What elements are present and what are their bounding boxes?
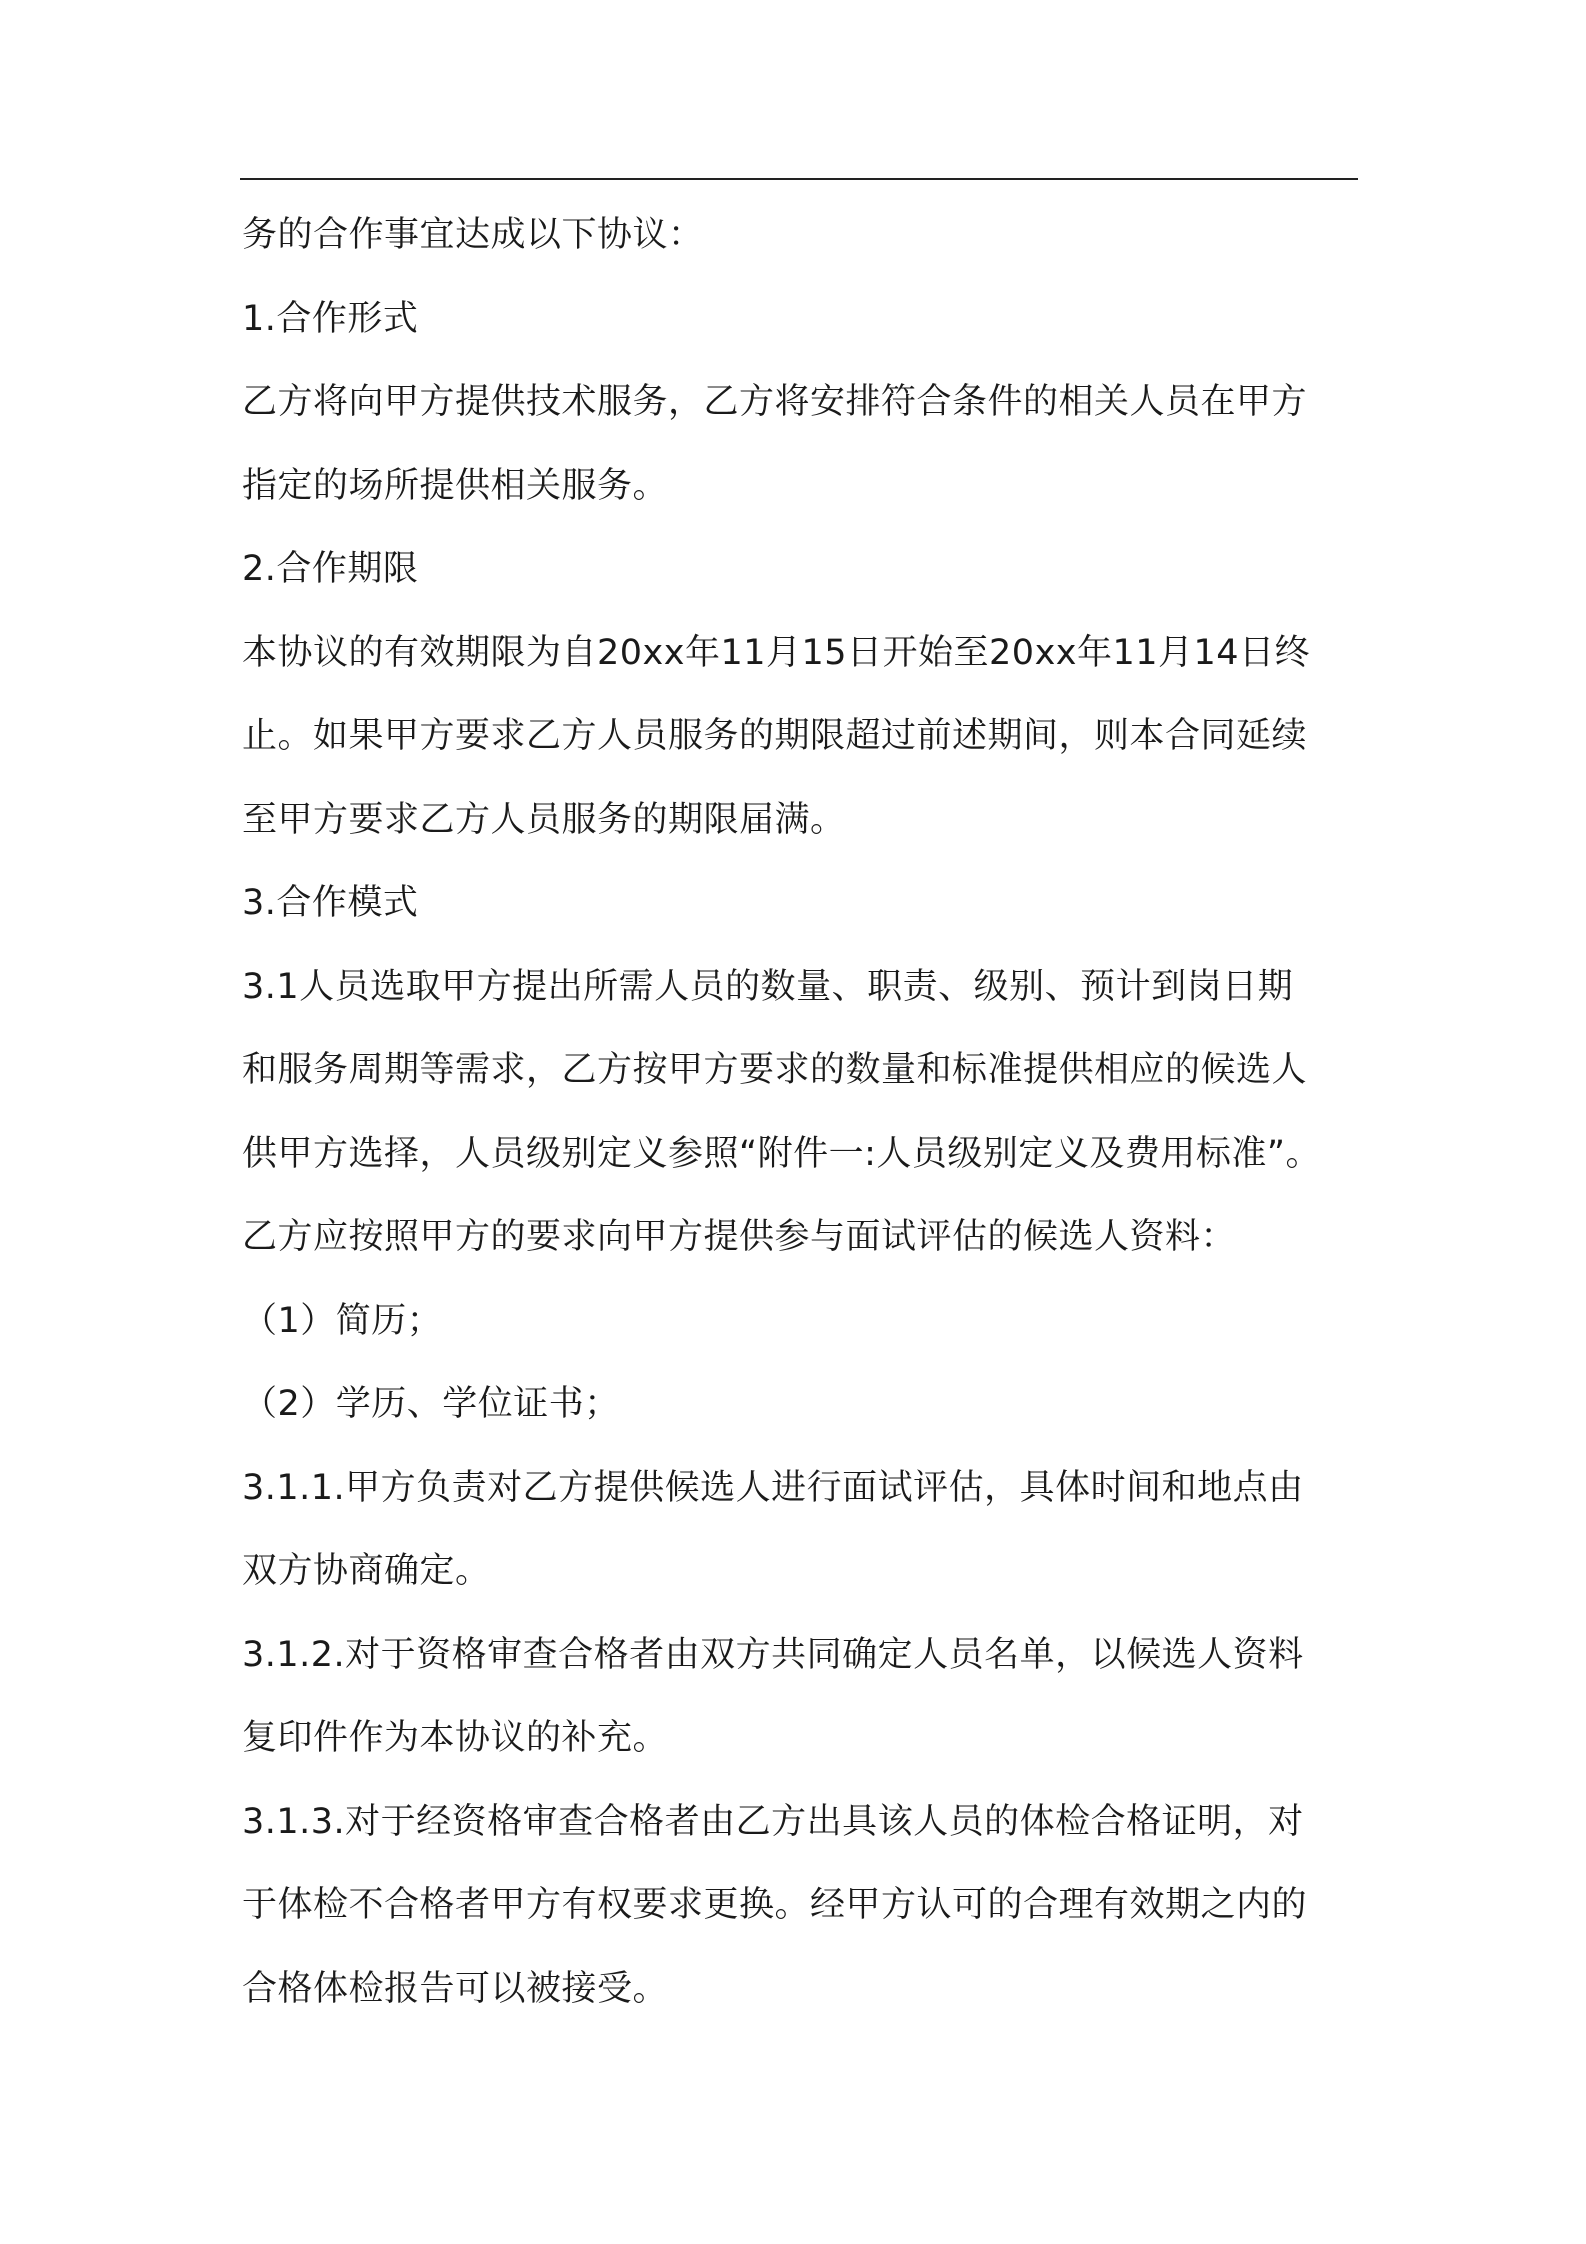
text-line: 止。如果甲方要求乙方人员服务的期限超过前述期间，则本合同延续 xyxy=(242,716,1308,756)
text-line: 乙方将向甲方提供技术服务，乙方将安排符合条件的相关人员在甲方 xyxy=(242,382,1308,422)
text-line: 供甲方选择，人员级别定义参照“附件一:人员级别定义及费用标准”。 xyxy=(242,1133,1322,1174)
text-line: 于体检不合格者甲方有权要求更换。经甲方认可的合理有效期之内的 xyxy=(242,1885,1308,1925)
document-body xyxy=(242,194,1360,2031)
text-line: 乙方应按照甲方的要求向甲方提供参与面试评估的候选人资料： xyxy=(242,1217,1237,1257)
text-line: 3.1人员选取甲方提出所需人员的数量、职责、级别、预计到岗日期 xyxy=(242,966,1294,1007)
section-heading: 3.合作模式 xyxy=(242,883,419,923)
section-heading: 1.合作形式 xyxy=(242,298,419,339)
text-line: 和服务周期等需求，乙方按甲方要求的数量和标准提供相应的候选人 xyxy=(242,1050,1308,1090)
text-line: 3.1.2.对于资格审查合格者由双方共同确定人员名单，以候选人资料 xyxy=(242,1634,1304,1675)
list-item: （2）学历、学位证书； xyxy=(242,1384,620,1424)
text-line: 双方协商确定。 xyxy=(242,1551,491,1591)
text-line: 指定的场所提供相关服务。 xyxy=(242,465,669,506)
text-line: 至甲方要求乙方人员服务的期限届满。 xyxy=(242,799,846,840)
text-line: 合格体检报告可以被接受。 xyxy=(242,1968,669,2009)
section-heading: 2.合作期限 xyxy=(242,549,419,589)
list-item: （1）简历； xyxy=(242,1300,443,1341)
text-line: 务的合作事宜达成以下协议： xyxy=(242,215,704,255)
header-rule xyxy=(240,178,1358,180)
text-line: 3.1.1.甲方负责对乙方提供候选人进行面试评估，具体时间和地点由 xyxy=(242,1467,1304,1508)
text-line: 本协议的有效期限为自20xx年11月15日开始至20xx年11月14日终 xyxy=(242,632,1311,673)
text-line: 3.1.3.对于经资格审查合格者由乙方出具该人员的体检合格证明，对 xyxy=(242,1801,1304,1842)
text-line: 复印件作为本协议的补充。 xyxy=(242,1718,669,1758)
